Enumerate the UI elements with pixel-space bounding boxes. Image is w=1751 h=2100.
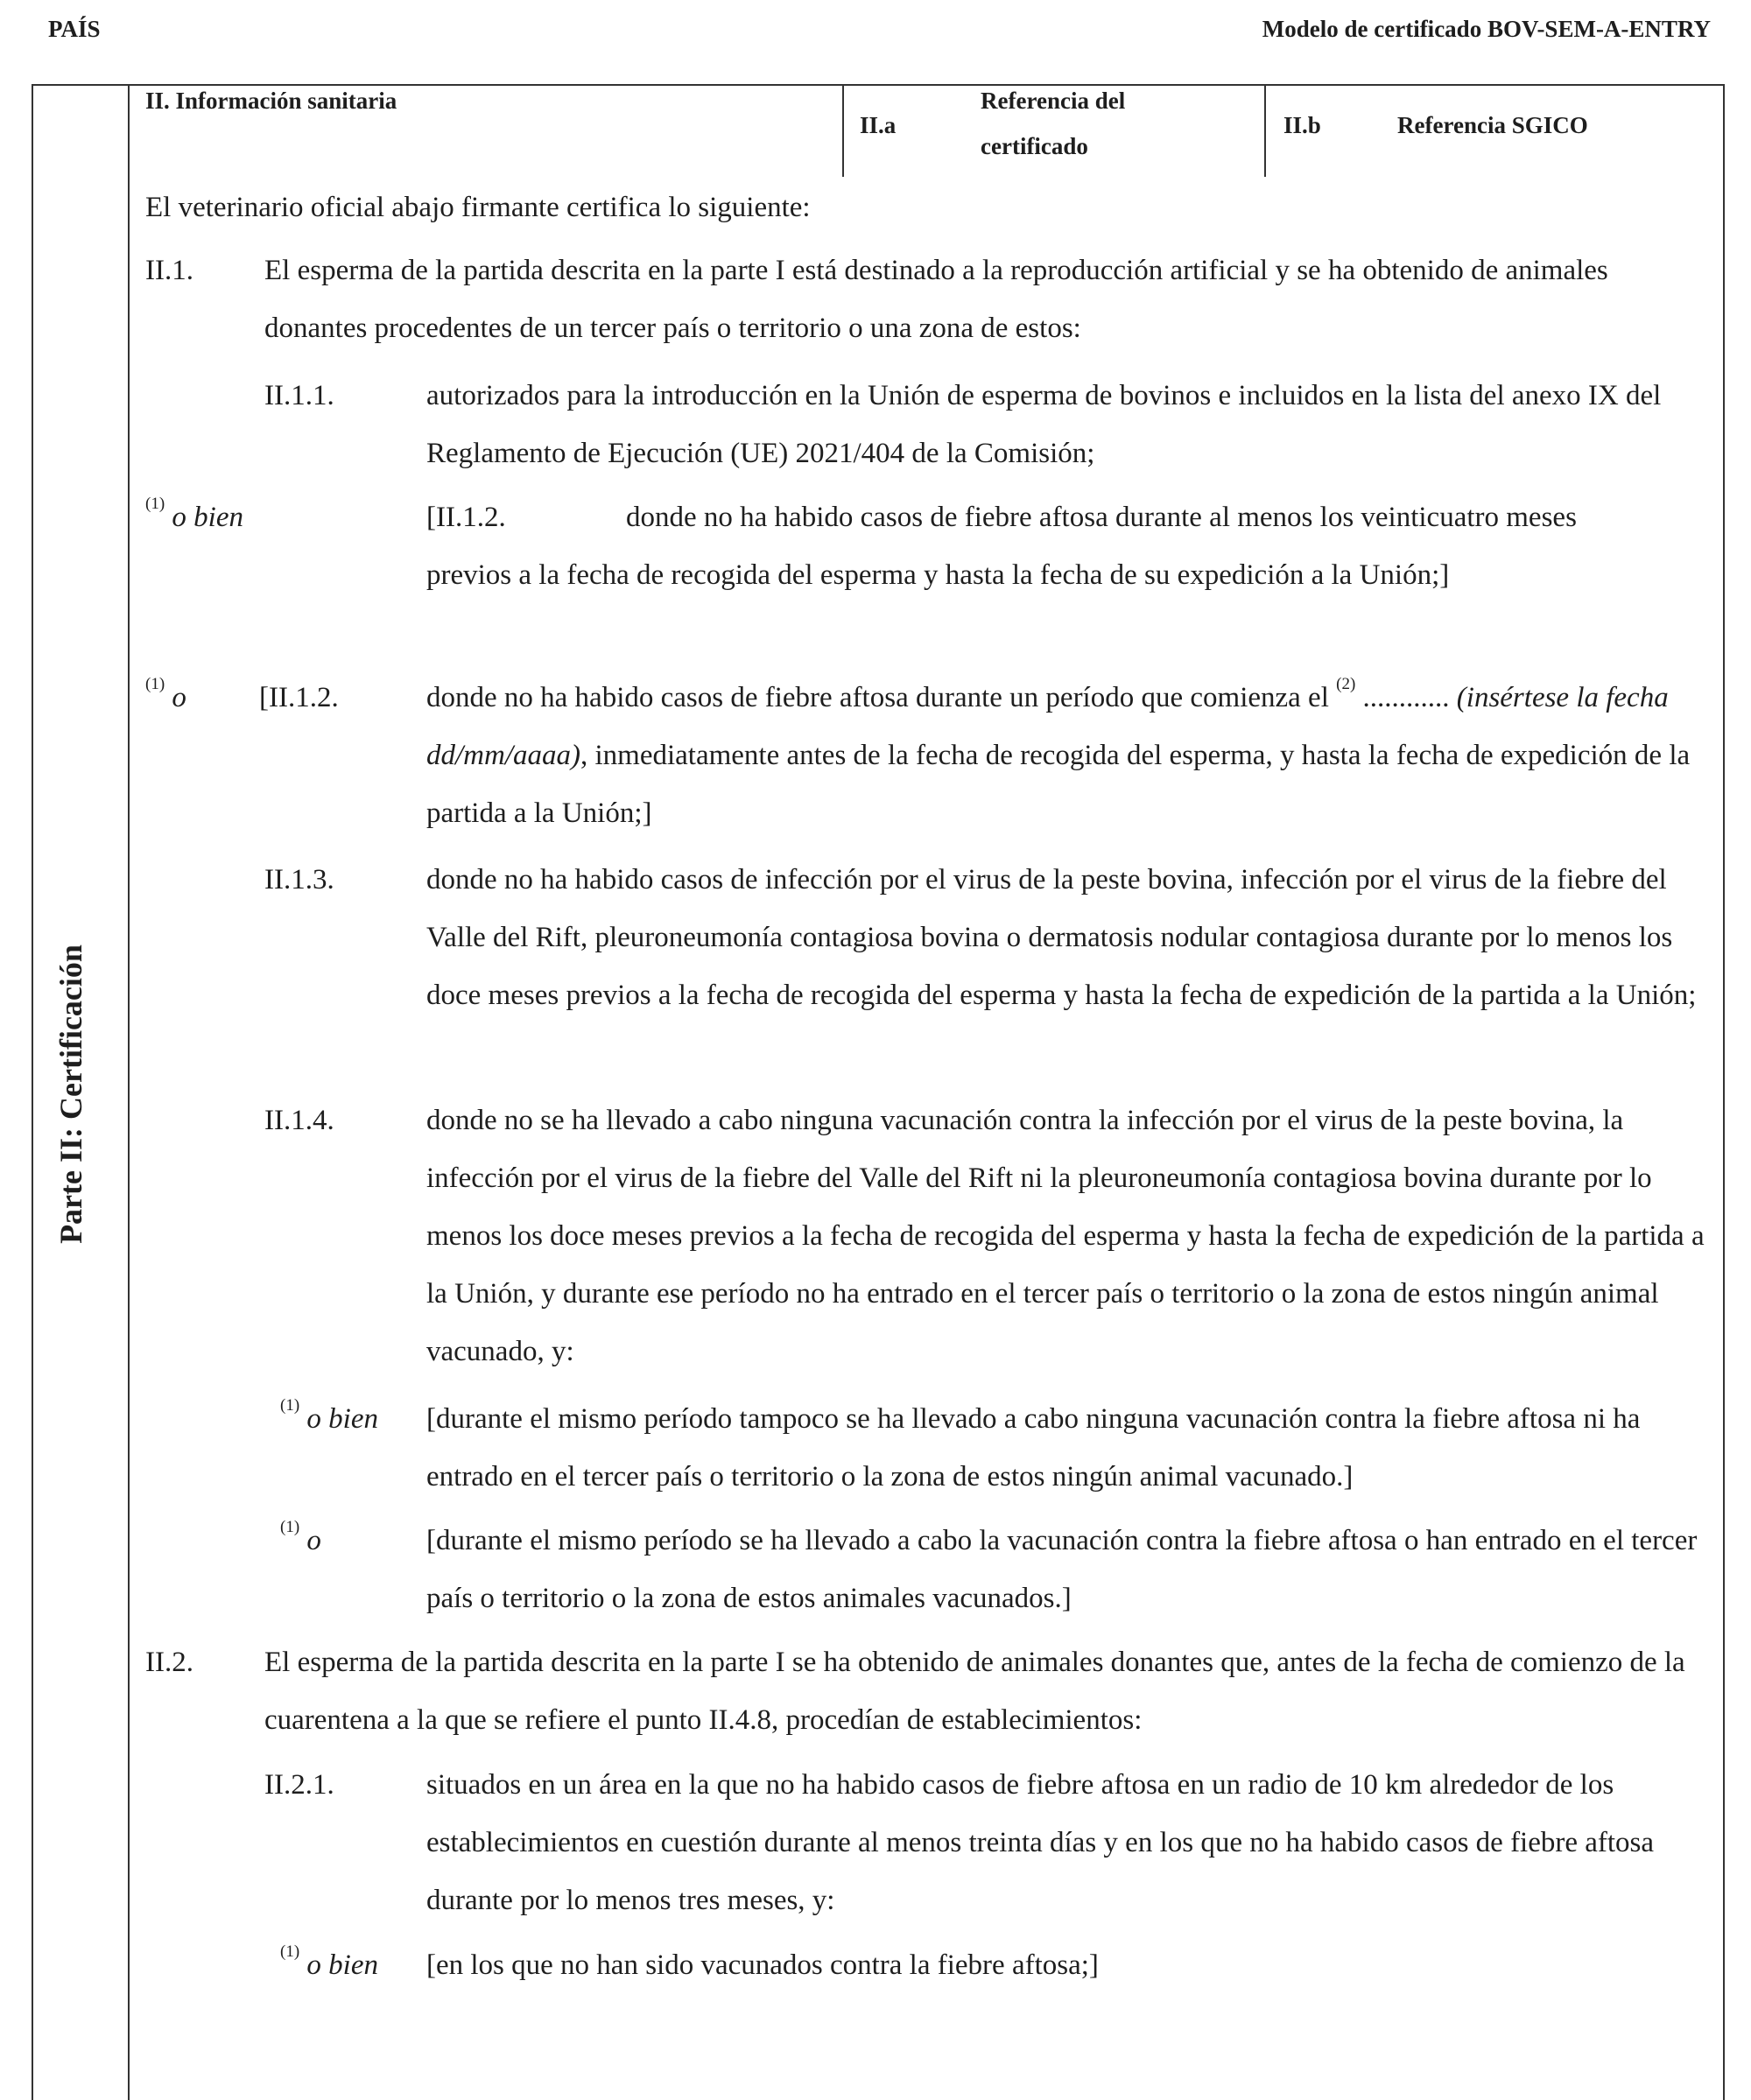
option-marker (280, 1390, 378, 1448)
clause-number: [II.1.2. (259, 682, 339, 713)
clause-number: [II.1.2. (426, 502, 506, 533)
clause-text: [durante el mismo período se ha llevado a cabo la vacunación contra la fiebre aftosa o han entrado en el tercer país o territorio o la zona de estos animales vacunados.] (426, 1525, 1698, 1614)
frame-inner-border (128, 84, 130, 2100)
clause-number: II.1.1. (264, 380, 334, 411)
footnote-ref: (1) (280, 1518, 300, 1536)
clause-text-part1: donde no ha habido casos de fiebre aftosa durante un período que comienza el (426, 682, 1329, 713)
option-word: o (306, 1525, 321, 1556)
clause-text: situados en un área en la que no ha habido casos de fiebre aftosa en un radio de 10 km alrededor de los establecimientos en cuestión durante al menos treinta días y en los que no ha habido casos de fiebre aftosa durante por lo menos tres meses, y: (426, 1769, 1655, 1916)
clause-number: II.1.3. (264, 864, 334, 895)
ref-label-a-line1: Referencia del (981, 88, 1126, 114)
intro-text: El veterinario oficial abajo firmante certifica lo siguiente: (145, 192, 811, 223)
footnote-ref: (1) (145, 495, 165, 513)
clause-text: donde no se ha llevado a cabo ninguna vacunación contra la infección por el virus de la peste bovina, la infección por el virus de la fiebre del Valle del Rift ni la pleuroneumonía contagiosa bovina durante por lo menos los doce meses previos a la fecha de recogida del esperma y hasta la fecha de expedición de la partida a la Unión, y durante ese período no ha entrado en el tercer país o territorio o la zona de estos ningún animal vacunado, y: (426, 1105, 1705, 1367)
date-placeholder-dots: ............ (1362, 682, 1450, 713)
section-title: II. Información sanitaria (145, 88, 397, 114)
frame-right-border (1723, 84, 1725, 2100)
clause-text: [durante el mismo período tampoco se ha llevado a cabo ninguna vacunación contra la fiebre aftosa ni ha entrado en el tercer país o territorio o la zona de estos ningún animal vacunado.] (426, 1403, 1641, 1492)
side-label: Parte II: Certificación (53, 945, 89, 1244)
model-title: Modelo de certificado BOV-SEM-A-ENTRY (1262, 16, 1711, 42)
clause-text-content: donde no ha habido casos de fiebre aftosa durante al menos los veinticuatro meses previos a la fecha de recogida del esperma y hasta la fecha de su expedición a la Unión;] (426, 502, 1577, 591)
ref-label-b: Referencia SGICO (1397, 112, 1588, 138)
clause-text: El esperma de la partida descrita en la parte I se ha obtenido de animales donantes que, antes de la fecha de comienzo de la cuarentena a la que se refiere el punto II.4.8, procedían de establecimientos: (264, 1647, 1685, 1736)
footnote-ref: (1) (145, 675, 165, 693)
option-word: o bien (306, 1949, 378, 1981)
ref-label-a-line2: certificado (981, 133, 1088, 159)
footnote-ref: (2) (1336, 675, 1356, 693)
clause-number: II.1.4. (264, 1105, 334, 1136)
clause-text-part3: , inmediatamente antes de la fecha de recogida del esperma, y hasta la fecha de expedición de la partida a la Unión;] (426, 740, 1691, 829)
ref-code-a: II.a (860, 112, 897, 138)
clause-text (426, 488, 1652, 604)
clause-number: II.1. (145, 255, 193, 286)
option-word: o (172, 682, 186, 713)
date-instruction: (insértese la fecha dd/mm/aaaa) (426, 682, 1669, 771)
footnote-ref: (1) (280, 1396, 300, 1415)
option-marker (145, 488, 243, 546)
clause-number: II.2. (145, 1647, 193, 1678)
clause-text: donde no ha habido casos de infección por el virus de la peste bovina, infección por el virus de la fiebre del Valle del Rift, pleuroneumonía contagiosa bovina o dermatosis nodular contagiosa durante por lo menos los doce meses previos a la fecha de recogida del esperma y hasta la fecha de expedición de la partida a la Unión; (426, 864, 1697, 1011)
header-divider-b (1264, 84, 1266, 177)
ref-code-b: II.b (1283, 112, 1321, 138)
clause-text: [en los que no han sido vacunados contra la fiebre aftosa;] (426, 1949, 1099, 1981)
option-marker (280, 1936, 378, 1994)
option-marker (280, 1512, 321, 1570)
clause-text: El esperma de la partida descrita en la parte I está destinado a la reproducción artificial y se ha obtenido de animales donantes procedentes de un tercer país o territorio o una zona de estos: (264, 255, 1608, 344)
clause-number: II.2.1. (264, 1769, 334, 1801)
footnote-ref: (1) (280, 1942, 300, 1961)
option-word: o bien (172, 502, 243, 533)
header-divider-a (842, 84, 844, 177)
clause-text (426, 669, 1709, 842)
option-marker (145, 669, 186, 727)
side-label-container (32, 875, 110, 1313)
clause-text: autorizados para la introducción en la Unión de esperma de bovinos e incluidos en la lista del anexo IX del Reglamento de Ejecución (UE) 2021/404 de la Comisión; (426, 380, 1662, 469)
option-word: o bien (306, 1403, 378, 1435)
country-label: PAÍS (48, 16, 101, 42)
